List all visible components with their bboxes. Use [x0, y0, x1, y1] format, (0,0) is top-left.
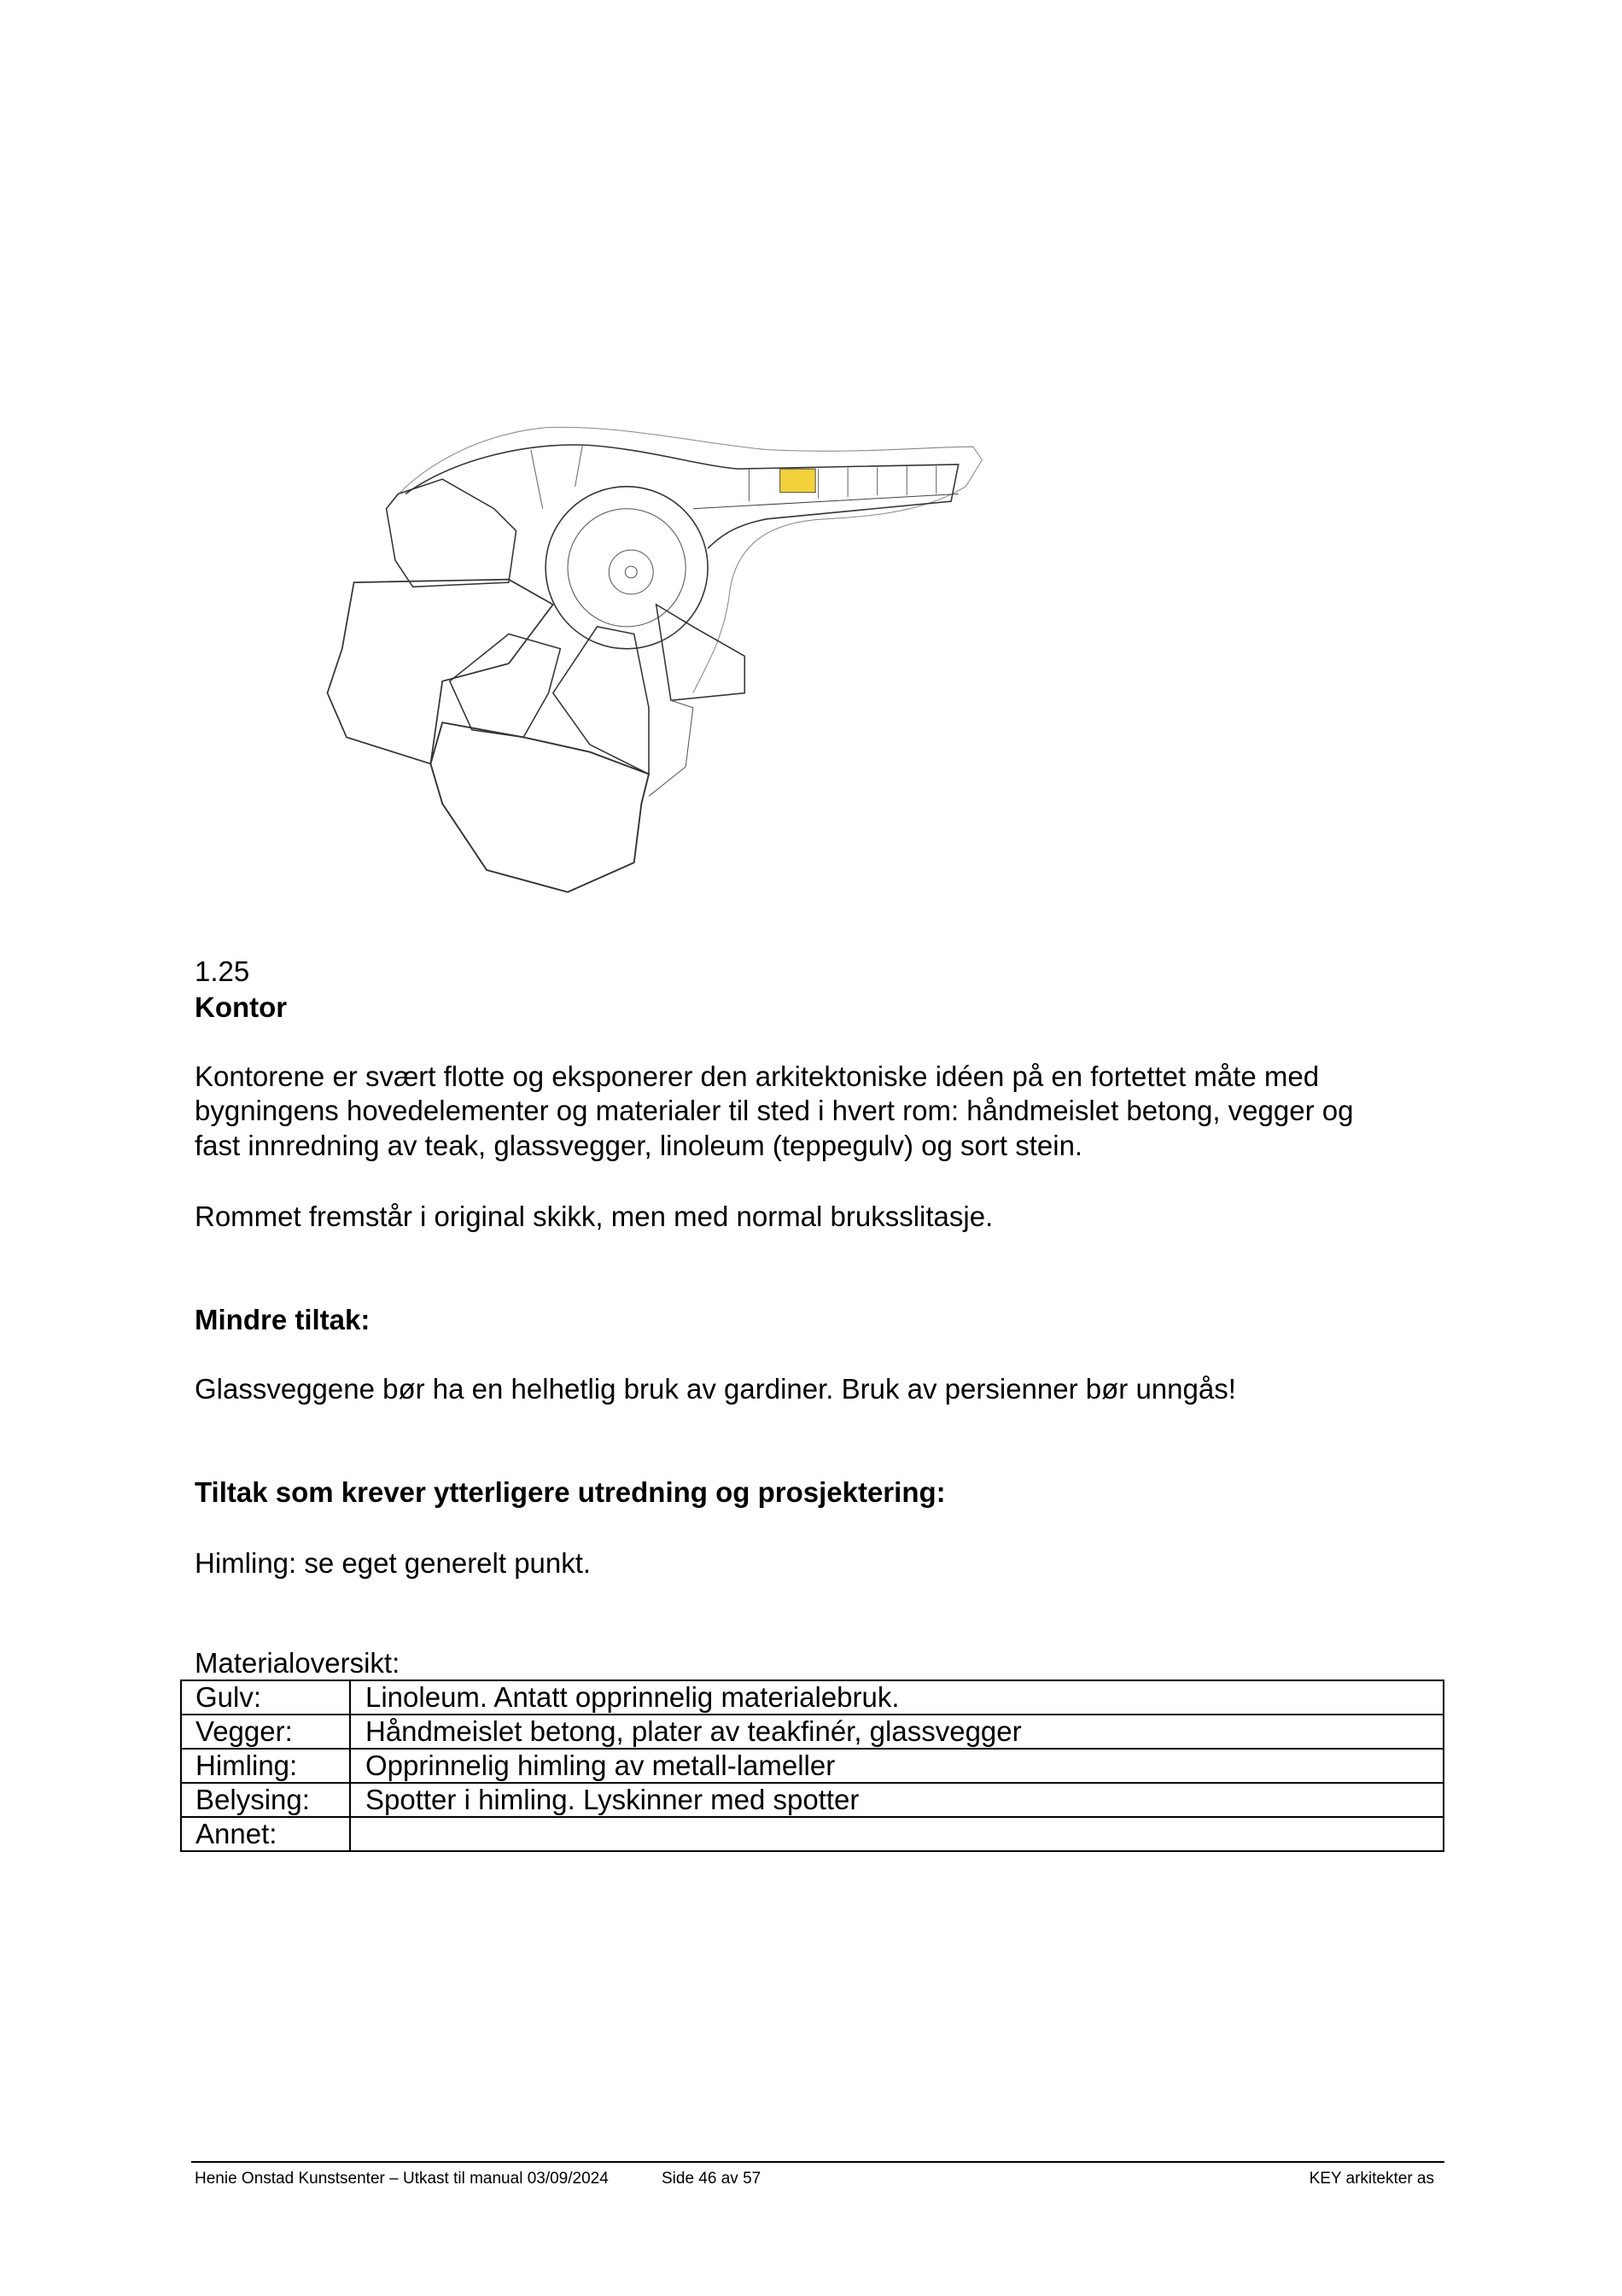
footer-company: KEY arkitekter as [1309, 2170, 1434, 2188]
left-rooms [387, 479, 516, 587]
condition-text: Rommet fremstår i original skikk, men med normal bruksslitasje. [195, 1201, 994, 1232]
intro-line-1: Kontorene er svært flotte og eksponerer den arkitektoniske idéen på en fortettet måte med [195, 1060, 1320, 1092]
row-value: Linoleum. Antatt opprinnelig materialebruk. [350, 1680, 1444, 1715]
row-value [350, 1817, 1444, 1851]
footer-page-number: Side 46 av 57 [662, 2170, 761, 2188]
east-wall [649, 700, 693, 796]
spiral-stair-core [625, 566, 637, 578]
intro-line-2: bygningens hovedelementer og materialer til sted i hvert rom: håndmeislet betong, vegger og [195, 1095, 1354, 1126]
gallery-middle [450, 634, 561, 738]
minor-measures-heading: Mindre tiltak: [195, 1304, 370, 1335]
section-title: Kontor [195, 991, 288, 1023]
row-label: Belysing: [181, 1783, 350, 1817]
row-label: Annet: [181, 1817, 350, 1851]
section-number: 1.25 [195, 955, 250, 987]
row-value: Opprinnelig himling av metall-lameller [350, 1749, 1444, 1783]
terrain-outline [387, 427, 983, 692]
row-label: Gulv: [181, 1680, 350, 1715]
gallery-right [656, 605, 745, 700]
gallery-bottom [430, 722, 649, 892]
table-row [181, 1680, 1444, 1715]
table-row [181, 1715, 1444, 1749]
row-label: Himling: [181, 1749, 350, 1783]
floor-plan-drawing [307, 410, 990, 905]
office-partitions [531, 445, 936, 508]
spiral-stair [609, 550, 653, 594]
intro-line-3: fast innredning av teak, glassvegger, linoleum (teppegulv) og sort stein. [195, 1130, 1083, 1161]
major-measures-heading: Tiltak som krever ytterligere utredning og prosjektering: [195, 1476, 946, 1508]
table-row [181, 1817, 1444, 1851]
footer-divider [191, 2161, 1444, 2163]
table-row [181, 1749, 1444, 1783]
minor-measures-text: Glassveggene bør ha en helhetlig bruk av gardiner. Bruk av persienner bør unngås! [195, 1373, 1236, 1405]
table-row [181, 1783, 1444, 1817]
row-value: Spotter i himling. Lyskinner med spotter [350, 1783, 1444, 1817]
materials-table [180, 1680, 1444, 1852]
building-upper-wing [406, 445, 959, 548]
row-label: Vegger: [181, 1715, 350, 1749]
major-measures-text: Himling: se eget generelt punkt. [195, 1547, 592, 1579]
row-value: Håndmeislet betong, plater av teakfinér, glassvegger [350, 1715, 1444, 1749]
materials-caption: Materialoversikt: [195, 1647, 400, 1679]
highlighted-room-1-25 [780, 469, 815, 493]
footer-document: Henie Onstad Kunstsenter – Utkast til manual 03/09/2024 [195, 2170, 609, 2188]
